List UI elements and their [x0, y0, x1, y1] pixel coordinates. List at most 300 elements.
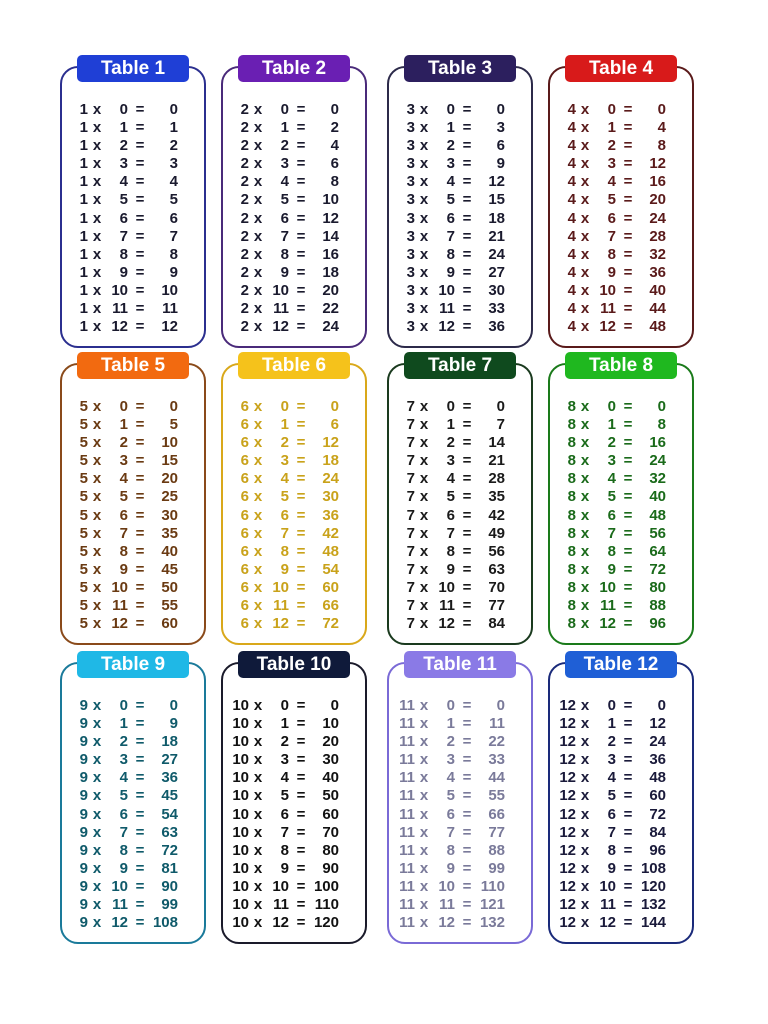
equals-sign: =: [296, 263, 306, 281]
times-sign: x: [253, 805, 263, 823]
equals-sign: =: [462, 597, 472, 615]
table-row: [389, 434, 531, 452]
multiplicand: 2: [240, 209, 249, 227]
table-row: [62, 806, 204, 824]
multiplicand: 4: [567, 318, 576, 336]
equals-sign: =: [135, 560, 145, 578]
multiplicand: 6: [240, 597, 249, 615]
table-rows: [550, 697, 692, 932]
equals-sign: =: [296, 173, 306, 191]
equals-sign: =: [462, 560, 472, 578]
multiplier: 11: [439, 896, 455, 914]
multiplicand: 3: [406, 245, 415, 263]
times-sign: x: [580, 245, 590, 263]
multiplicand: 10: [232, 877, 249, 895]
times-sign: x: [419, 769, 429, 787]
multiplier: 12: [599, 914, 616, 932]
multiplicand: 11: [399, 823, 415, 841]
times-sign: x: [92, 787, 102, 805]
multiplicand: 11: [399, 841, 415, 859]
multiplicand: 1: [79, 281, 88, 299]
product: 6: [330, 155, 339, 173]
multiplicand: 2: [240, 318, 249, 336]
table-row: [223, 119, 365, 137]
times-sign: x: [92, 859, 102, 877]
table-row: [389, 715, 531, 733]
table-row: [550, 787, 692, 805]
equals-sign: =: [296, 896, 306, 914]
multiplicand: 3: [406, 137, 415, 155]
table-card-5: [60, 355, 206, 645]
equals-sign: =: [135, 751, 145, 769]
table-row: [223, 470, 365, 488]
table-row: [389, 119, 531, 137]
multiplicand: 4: [567, 101, 576, 118]
product: 77: [488, 823, 505, 841]
product: 40: [322, 769, 339, 787]
equals-sign: =: [462, 318, 472, 336]
table-title: Table 4: [565, 55, 677, 82]
times-sign: x: [253, 101, 263, 118]
multiplier: 9: [446, 560, 455, 578]
multiplier: 4: [119, 470, 128, 488]
multiplicand: 8: [567, 578, 576, 596]
table-row: [550, 824, 692, 842]
multiplicand: 5: [79, 542, 88, 560]
table-row: [223, 155, 365, 173]
equals-sign: =: [135, 227, 145, 245]
multiplicand: 8: [567, 560, 576, 578]
product: 60: [322, 805, 339, 823]
equals-sign: =: [296, 488, 306, 506]
multiplicand: 1: [79, 245, 88, 263]
table-row: [62, 615, 204, 633]
multiplier: 6: [280, 805, 289, 823]
times-sign: x: [92, 119, 102, 137]
multiplier: 3: [280, 452, 289, 470]
multiplicand: 12: [559, 859, 576, 877]
times-sign: x: [580, 787, 590, 805]
times-sign: x: [580, 841, 590, 859]
equals-sign: =: [462, 470, 472, 488]
table-row: [223, 525, 365, 543]
times-sign: x: [92, 769, 102, 787]
table-row: [223, 751, 365, 769]
multiplicand: 2: [240, 155, 249, 173]
table-row: [389, 525, 531, 543]
equals-sign: =: [296, 300, 306, 318]
product: 8: [657, 416, 666, 434]
table-row: [223, 210, 365, 228]
table-row: [389, 842, 531, 860]
product: 0: [657, 101, 666, 118]
equals-sign: =: [462, 101, 472, 118]
equals-sign: =: [462, 787, 472, 805]
multiplicand: 4: [567, 173, 576, 191]
multiplier: 6: [446, 805, 455, 823]
multiplier: 8: [607, 841, 616, 859]
multiplier: 6: [446, 209, 455, 227]
multiplicand: 4: [567, 245, 576, 263]
multiplicand: 7: [406, 434, 415, 452]
multiplier: 9: [119, 560, 128, 578]
times-sign: x: [419, 398, 429, 415]
table-title: Table 3: [404, 55, 516, 82]
equals-sign: =: [623, 751, 633, 769]
multiplicand: 10: [232, 805, 249, 823]
table-row: [389, 914, 531, 932]
multiplicand: 3: [406, 173, 415, 191]
multiplier: 12: [111, 914, 128, 932]
multiplier: 9: [280, 859, 289, 877]
multiplier: 7: [280, 524, 289, 542]
table-row: [550, 860, 692, 878]
equals-sign: =: [296, 416, 306, 434]
product: 84: [488, 615, 505, 633]
table-row: [550, 842, 692, 860]
table-rows: [389, 697, 531, 932]
product: 20: [649, 191, 666, 209]
product: 5: [169, 416, 178, 434]
times-sign: x: [580, 488, 590, 506]
multiplicand: 7: [406, 542, 415, 560]
times-sign: x: [580, 524, 590, 542]
times-sign: x: [419, 209, 429, 227]
table-row: [223, 416, 365, 434]
product: 50: [322, 787, 339, 805]
table-row: [389, 787, 531, 805]
multiplicand: 12: [559, 715, 576, 733]
multiplicand: 7: [406, 398, 415, 415]
multiplier: 11: [273, 896, 289, 914]
multiplicand: 9: [79, 823, 88, 841]
multiplier: 7: [119, 524, 128, 542]
multiplier: 7: [280, 227, 289, 245]
multiplier: 11: [439, 300, 455, 318]
multiplicand: 5: [79, 560, 88, 578]
product: 121: [479, 896, 505, 914]
table-row: [389, 246, 531, 264]
table-row: [62, 733, 204, 751]
equals-sign: =: [623, 209, 633, 227]
equals-sign: =: [462, 751, 472, 769]
table-row: [550, 507, 692, 525]
equals-sign: =: [623, 227, 633, 245]
table-row: [223, 896, 365, 914]
multiplicand: 5: [79, 416, 88, 434]
multiplier: 10: [438, 578, 455, 596]
multiplicand: 11: [399, 769, 415, 787]
table-row: [223, 824, 365, 842]
multiplicand: 10: [232, 841, 249, 859]
table-row: [389, 282, 531, 300]
product: 110: [480, 877, 505, 895]
product: 42: [322, 524, 339, 542]
times-sign: x: [253, 245, 263, 263]
multiplier: 4: [280, 769, 289, 787]
multiplier: 2: [280, 733, 289, 751]
times-sign: x: [419, 896, 429, 914]
table-row: [62, 191, 204, 209]
table-row: [389, 228, 531, 246]
equals-sign: =: [135, 542, 145, 560]
product: 32: [649, 245, 666, 263]
multiplier: 9: [607, 859, 616, 877]
multiplier: 1: [607, 715, 616, 733]
table-row: [550, 434, 692, 452]
product: 77: [488, 597, 505, 615]
product: 33: [488, 751, 505, 769]
product: 6: [169, 209, 178, 227]
table-row: [223, 543, 365, 561]
multiplicand: 9: [79, 896, 88, 914]
product: 72: [649, 560, 666, 578]
product: 22: [322, 300, 339, 318]
table-row: [223, 878, 365, 896]
equals-sign: =: [296, 914, 306, 932]
multiplicand: 8: [567, 416, 576, 434]
product: 56: [649, 524, 666, 542]
product: 35: [488, 488, 505, 506]
table-row: [550, 914, 692, 932]
table-rows: [223, 697, 365, 932]
equals-sign: =: [135, 155, 145, 173]
multiplicand: 10: [232, 823, 249, 841]
multiplier: 3: [119, 751, 128, 769]
equals-sign: =: [135, 805, 145, 823]
table-row: [550, 318, 692, 336]
multiplier: 6: [280, 209, 289, 227]
table-row: [62, 914, 204, 932]
product: 0: [330, 697, 339, 714]
equals-sign: =: [623, 281, 633, 299]
product: 15: [488, 191, 505, 209]
table-rows: [550, 101, 692, 336]
multiplicand: 10: [232, 914, 249, 932]
product: 16: [322, 245, 339, 263]
times-sign: x: [92, 506, 102, 524]
times-sign: x: [580, 434, 590, 452]
times-sign: x: [253, 914, 263, 932]
times-sign: x: [92, 615, 102, 633]
table-row: [62, 264, 204, 282]
table-row: [389, 416, 531, 434]
multiplicand: 2: [240, 227, 249, 245]
multiplier: 6: [119, 506, 128, 524]
equals-sign: =: [623, 877, 633, 895]
multiplicand: 8: [567, 434, 576, 452]
equals-sign: =: [462, 769, 472, 787]
times-sign: x: [92, 896, 102, 914]
product: 132: [479, 914, 505, 932]
product: 0: [657, 398, 666, 415]
multiplicand: 12: [559, 697, 576, 714]
product: 30: [488, 281, 505, 299]
table-row: [62, 543, 204, 561]
times-sign: x: [92, 805, 102, 823]
equals-sign: =: [135, 859, 145, 877]
times-sign: x: [253, 615, 263, 633]
equals-sign: =: [462, 155, 472, 173]
multiplier: 12: [272, 318, 289, 336]
product: 4: [330, 137, 339, 155]
multiplicand: 9: [79, 715, 88, 733]
product: 18: [488, 209, 505, 227]
multiplier: 1: [446, 416, 455, 434]
multiplicand: 6: [240, 506, 249, 524]
multiplier: 9: [119, 859, 128, 877]
multiplicand: 12: [559, 823, 576, 841]
table-row: [223, 264, 365, 282]
product: 0: [330, 101, 339, 118]
table-row: [389, 452, 531, 470]
product: 12: [161, 318, 178, 336]
times-sign: x: [580, 173, 590, 191]
times-sign: x: [580, 615, 590, 633]
multiplier: 11: [600, 300, 616, 318]
equals-sign: =: [296, 281, 306, 299]
times-sign: x: [253, 823, 263, 841]
times-sign: x: [92, 524, 102, 542]
equals-sign: =: [135, 398, 145, 415]
times-sign: x: [92, 597, 102, 615]
table-row: [550, 155, 692, 173]
times-sign: x: [92, 155, 102, 173]
multiplicand: 6: [240, 542, 249, 560]
table-rows: [62, 101, 204, 336]
table-row: [550, 697, 692, 715]
multiplicand: 9: [79, 914, 88, 932]
table-row: [62, 561, 204, 579]
times-sign: x: [92, 434, 102, 452]
equals-sign: =: [623, 318, 633, 336]
product: 54: [161, 805, 178, 823]
multiplier: 6: [607, 805, 616, 823]
multiplier: 8: [119, 841, 128, 859]
equals-sign: =: [135, 697, 145, 714]
equals-sign: =: [135, 914, 145, 932]
equals-sign: =: [135, 191, 145, 209]
product: 42: [488, 506, 505, 524]
equals-sign: =: [623, 119, 633, 137]
times-sign: x: [580, 398, 590, 415]
table-row: [223, 137, 365, 155]
multiplicand: 8: [567, 524, 576, 542]
table-title: Table 5: [77, 352, 189, 379]
table-row: [389, 806, 531, 824]
table-row: [223, 769, 365, 787]
equals-sign: =: [623, 597, 633, 615]
times-sign: x: [419, 191, 429, 209]
product: 120: [640, 877, 666, 895]
equals-sign: =: [135, 615, 145, 633]
table-rows: [62, 697, 204, 932]
table-row: [389, 488, 531, 506]
table-title: Table 6: [238, 352, 350, 379]
table-row: [62, 155, 204, 173]
product: 8: [657, 137, 666, 155]
multiplicand: 1: [79, 101, 88, 118]
multiplicand: 11: [399, 877, 415, 895]
multiplicand: 8: [567, 398, 576, 415]
product: 11: [162, 300, 178, 318]
multiplicand: 2: [240, 173, 249, 191]
table-row: [223, 173, 365, 191]
multiplicand: 9: [79, 877, 88, 895]
multiplicand: 9: [79, 697, 88, 714]
equals-sign: =: [135, 733, 145, 751]
table-title: Table 2: [238, 55, 350, 82]
table-row: [62, 842, 204, 860]
multiplicand: 3: [406, 191, 415, 209]
multiplier: 4: [446, 470, 455, 488]
multiplicand: 9: [79, 733, 88, 751]
product: 24: [649, 733, 666, 751]
multiplier: 1: [119, 715, 128, 733]
multiplicand: 5: [79, 470, 88, 488]
equals-sign: =: [462, 877, 472, 895]
product: 22: [488, 733, 505, 751]
equals-sign: =: [135, 173, 145, 191]
multiplier: 8: [280, 542, 289, 560]
multiplier: 2: [280, 434, 289, 452]
product: 12: [649, 715, 666, 733]
times-sign: x: [253, 173, 263, 191]
multiplier: 4: [119, 173, 128, 191]
table-row: [550, 264, 692, 282]
table-row: [223, 597, 365, 615]
multiplicand: 7: [406, 560, 415, 578]
equals-sign: =: [135, 787, 145, 805]
times-sign: x: [253, 434, 263, 452]
times-sign: x: [419, 733, 429, 751]
multiplicand: 9: [79, 859, 88, 877]
equals-sign: =: [623, 137, 633, 155]
times-sign: x: [92, 823, 102, 841]
equals-sign: =: [296, 227, 306, 245]
multiplier: 10: [272, 877, 289, 895]
table-card-7: [387, 355, 533, 645]
product: 80: [649, 578, 666, 596]
equals-sign: =: [296, 191, 306, 209]
product: 0: [657, 697, 666, 714]
multiplier: 11: [273, 597, 289, 615]
times-sign: x: [92, 191, 102, 209]
times-sign: x: [419, 300, 429, 318]
times-sign: x: [419, 751, 429, 769]
product: 60: [161, 615, 178, 633]
product: 108: [640, 859, 666, 877]
product: 12: [322, 209, 339, 227]
product: 36: [488, 318, 505, 336]
times-sign: x: [419, 914, 429, 932]
product: 45: [161, 787, 178, 805]
multiplicand: 1: [79, 119, 88, 137]
multiplicand: 8: [567, 506, 576, 524]
product: 80: [322, 841, 339, 859]
multiplier: 10: [599, 877, 616, 895]
multiplicand: 11: [399, 859, 415, 877]
multiplier: 12: [111, 318, 128, 336]
multiplicand: 5: [79, 434, 88, 452]
equals-sign: =: [135, 769, 145, 787]
product: 63: [488, 560, 505, 578]
table-row: [223, 806, 365, 824]
equals-sign: =: [462, 733, 472, 751]
product: 20: [322, 733, 339, 751]
multiplier: 8: [119, 245, 128, 263]
multiplicand: 12: [559, 787, 576, 805]
